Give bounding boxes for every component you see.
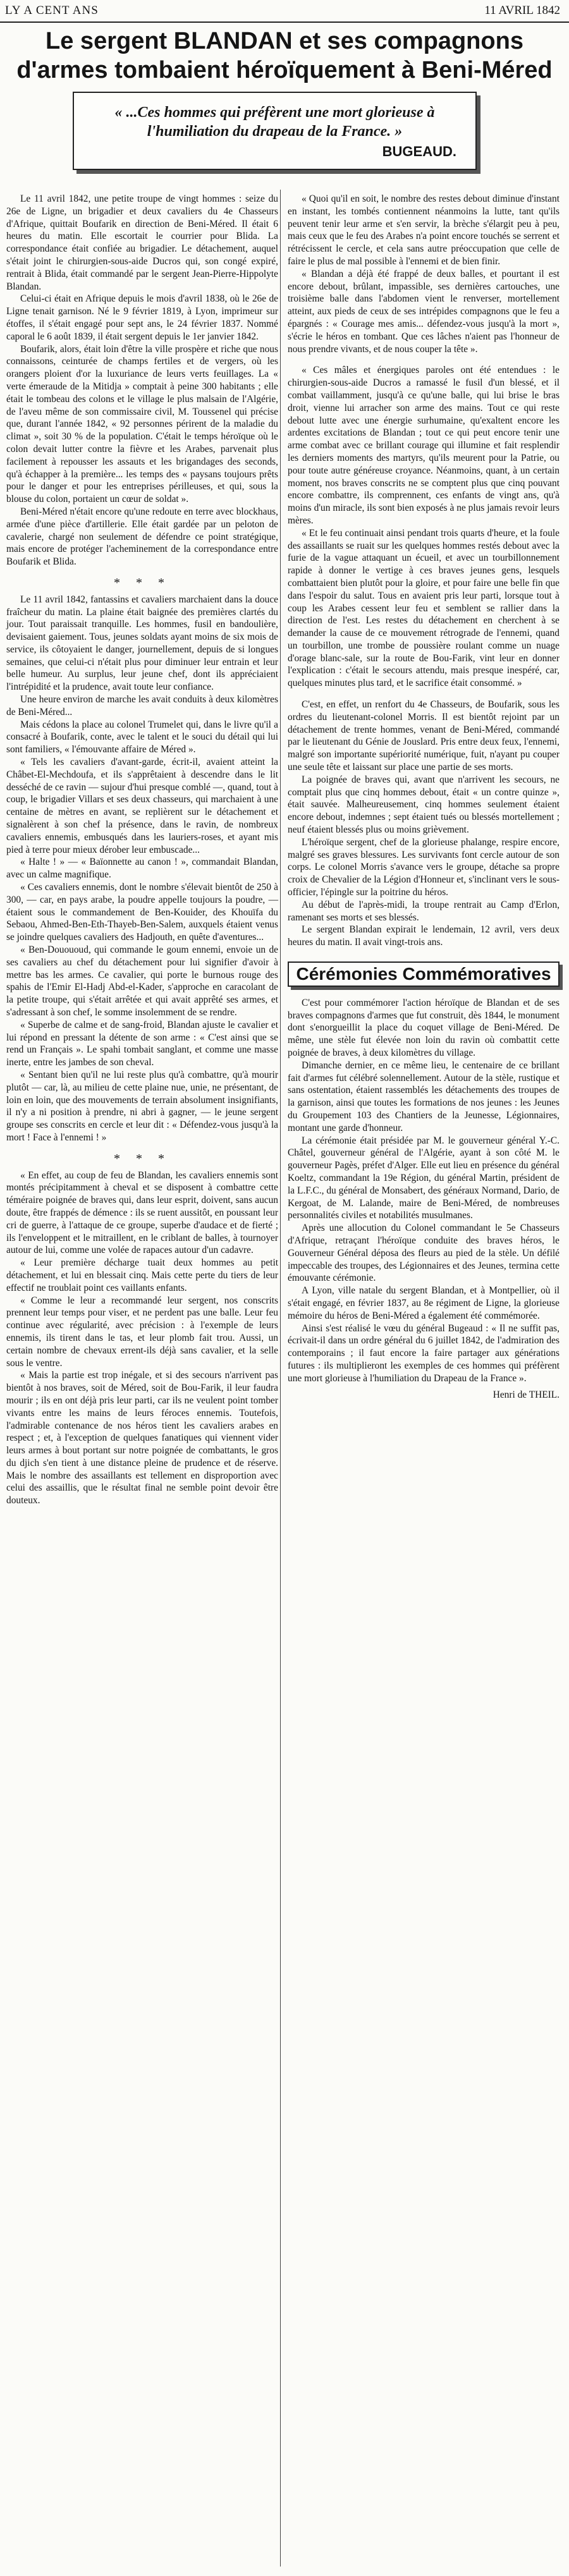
paragraph: « Ces cavaliers ennemis, dont le nombre s'élevait bientôt de 250 à 300, — car, en pays arabe, la poudre appelle toujours la poudre, — étaient sous le commandement de Ben-Kouider, des Khouïfa du Sebaou, Ahmed-Ben-Eth-Thayeb-Ben-Salem, auxquels étaient venus se joindre quelques cavaliers des Hadjouth, en quête d'aventures... bbox=[6, 882, 278, 943]
header-date: 11 AVRIL 1842 bbox=[484, 4, 560, 17]
paragraph: « Sentant bien qu'il ne lui reste plus qu'à combattre, qu'à mourir plutôt — car, là, au milieu de cette plaine nue, unie, ne présentant, de loin en loin, que des mouvements de terrain absolument insignifiants, il n'y a ni position à prendre, ni abri à gagner, — le jeune sergent groupe ses conscrits en cercle et leur dit : « Défendez-vous jusqu'à la mort ! Face à l'ennemi ! » bbox=[6, 1069, 278, 1143]
paragraph: C'est, en effet, un renfort du 4e Chasseurs, de Boufarik, sous les ordres du lieutenant-colonel Morris. Il est bientôt rejoint par un détachement de trente hommes, venant de Beni-Méred, commandé par le lieutenant du Génie de Jouslard. Pris entre deux feux, l'ennemi, malgré son importante supériorité numérique, fuit, n'ayant pu couper une seule tête et laissant sur place une partie de ses morts. bbox=[288, 699, 560, 773]
section-separator: * * * bbox=[114, 1151, 171, 1166]
paragraph: Ainsi s'est réalisé le vœu du général Bugeaud : « Il ne suffit pas, écrivait-il dans un ordre général du 6 juillet 1842, de l'admiration des contemporains ; il faut encore la faire partager aux générations futures : ils multiplieront les exemples de ces hommes qui préfèrent une mort glorieuse à l'humiliation du Drapeau de la France ». bbox=[288, 1322, 560, 1384]
section-heading: Cérémonies Commémoratives bbox=[288, 961, 560, 987]
epigraph-author: BUGEAUD. bbox=[382, 143, 456, 159]
article-author: Henri de THEIL. bbox=[493, 1389, 560, 1400]
page-header bbox=[0, 0, 569, 23]
paragraph: « Blandan a déjà été frappé de deux balles, et pourtant il est encore debout, brûlant, impassible, ses dernières cartouches, une troisième balle dans l'abdomen vient le renverser, mortellement atteint, aux pieds de ceux de ses intrépides compagnons que le feu a épargnés : « Courage mes amis... défendez-vous jusqu'à la mort », s'écrie le héros en tombant. Que ces lâches n'aient pas l'honneur de nous prendre vivants, et de nous couper la tête ». bbox=[288, 268, 560, 355]
right-column bbox=[288, 193, 560, 1401]
column-divider bbox=[280, 190, 281, 2567]
epigraph-box bbox=[73, 92, 477, 170]
paragraph: « Comme le leur a recommandé leur sergent, nos conscrits prennent leur temps pour viser, et ne perdent pas une balle. Leur feu continue avec régularité, avec précision : à l'exemple de leurs ennemis, ils tirent dans le tas, et leur plomb fait trou. Aussi, un certain nombre de chevaux errent-ils déjà sans cavalier, et la selle sous le ventre. bbox=[6, 1295, 278, 1369]
paragraph: Après une allocution du Colonel commandant le 5e Chasseurs d'Afrique, retraçant l'héroïque conduite des braves héros, le Gouverneur Général déposa des fleurs au pied de la stèle. Un défilé impeccable des troupes, des Légionnaires et des Jeunes, termina cette émouvante cérémonie. bbox=[288, 1223, 560, 1284]
paragraph: Mais cédons la place au colonel Trumelet qui, dans le livre qu'il a consacré à Boufarik, conte, avec le talent et le souci du détail qui lui sont familiers, « l'émouvante affaire de Méred ». bbox=[6, 719, 278, 755]
paragraph: La poignée de braves qui, avant que n'arrivent les secours, ne comptait plus que cinq hommes debout, était « un contre quinze », était sauvée. Malheureusement, cinq hommes seulement étaient encore debout, indemnes ; sept étaient tués ou blessés mortellement ; neuf étaient blessés plus ou moins grièvement. bbox=[288, 774, 560, 836]
paragraph: Dimanche dernier, en ce même lieu, le centenaire de ce brillant fait d'armes fut célébré solennellement. Autour de la stèle, rustique et sans ostentation, étaient rassemblés les détachements des troupes de la garnison, ainsi que toutes les formations de nos jeunes : les Jeunes du Groupement 103 des Chantiers de la Jeunesse, Légionnaires, montant une garde d'honneur. bbox=[288, 1059, 560, 1133]
paragraph: Le sergent Blandan expirait le lendemain, 12 avril, vers deux heures du matin. Il avait vingt-trois ans. bbox=[288, 924, 560, 948]
paragraph: A Lyon, ville natale du sergent Blandan, et à Montpellier, où il s'était engagé, en février 1837, au 8e régiment de Ligne, la glorieuse mémoire du héros de Beni-Méred a également été commémorée. bbox=[288, 1285, 560, 1321]
header-left: LY A CENT ANS bbox=[5, 4, 99, 17]
paragraph: « Quoi qu'il en soit, le nombre des restes debout diminue d'instant en instant, les tombés contiennent néanmoins la lutte, tant qu'ils peuvent tenir leur arme et s'en servir, la brèche s'élargit peu à peu, mais ceux que le feu des Arabes n'a point encore touchés se serrent et rétrécissent le cercle, et cela sans autre préoccupation que celle de faire le plus de mal possible à l'ennemi et de bien finir. bbox=[288, 193, 560, 267]
epigraph-quote: « ...Ces hommes qui préfèrent une mort glorieuse à l'humiliation du drapeau de la France. » bbox=[114, 104, 435, 140]
paragraph: Le 11 avril 1842, une petite troupe de vingt hommes : seize du 26e de Ligne, un brigadier et deux cavaliers du 4e Chasseurs d'Afrique, quittait Boufarik en direction de Beni-Méred. Il était 6 heures du matin. Elle escortait le courrier pour Blida. La correspondance était confiée au brigadier. Le détachement, auquel s'était joint le chirurgien-sous-aide Ducros qui, son congé expiré, rentrait à Blida, était commandé par le sergent Jean-Pierre-Hippolyte Blandan. bbox=[6, 193, 278, 292]
paragraph: « Ben-Douououd, qui commande le goum ennemi, envoie un de ses cavaliers au chef du détachement pour lui signifier d'avoir à mettre bas les armes. Ce cavalier, qui porte le burnous rouge des spahis de l'Emir El-Hadj Abd-el-Kader, s'approche en caracolant de la petite troupe, qui s'était arrêtée et qui avait apprêté ses armes, et s'adressant à son chef, le somme insolemment de se rendre. bbox=[6, 944, 278, 1018]
paragraph: C'est pour commémorer l'action héroïque de Blandan et de ses braves compagnons d'armes que fut construit, dès 1844, le monument dont s'enorgueillit la place du coquet village de Beni-Méred. De même, une stèle fut élevée non loin du ravin où combattit cette poignée de braves, à deux kilomètres du village. bbox=[288, 997, 560, 1058]
article-headline: Le sergent BLANDAN et ses compagnons d'armes tombaient héroïquement à Beni-Méred bbox=[16, 28, 553, 83]
paragraph: La cérémonie était présidée par M. le gouverneur général Y.-C. Châtel, gouverneur général de l'Algérie, ayant à son côté M. le gouverneur Pagès, préfet d'Alger. Elle eut lieu en présence du général Koeltz, commandant la 19e Région, du général Martin, président de la L.F.C., du général de Monsabert, des généraux Normand, Dario, de Kergoat, de M. Lalande, maire de Beni-Méred, de nombreuses personnalités civiles et notabilités musulmanes. bbox=[288, 1135, 560, 1221]
paragraph: « Tels les cavaliers d'avant-garde, écrit-il, avaient atteint la Châbet-El-Mechdoufa, et ils s'apprêtaient à descendre dans le lit desséché de ce ravin — sujour d'hui presque comblé —, quand, tout à coup, le brigadier Villars et ses deux chasseurs, qui marchaient à une centaine de mètres en avant, se replièrent sur le détachement et signalèrent à son chef la présence, dans le ravin, de nombreux cavaliers ennemis, embusqués dans les lauriers-roses, et ayant mis pied à terre pour mieux dérober leur embuscade... bbox=[6, 757, 278, 855]
paragraph: « Halte ! » — « Baïonnette au canon ! », commandait Blandan, avec un calme magnifique. bbox=[6, 857, 278, 881]
paragraph: Au début de l'après-midi, la troupe rentrait au Camp d'Erlon, ramenant ses morts et ses blessés. bbox=[288, 899, 560, 923]
paragraph: « En effet, au coup de feu de Blandan, les cavaliers ennemis sont montés précipitamment à cheval et se disposent à combattre cette téméraire poignée de braves qui, dans leur esprit, doivent, sans aucun doute, être frappés de démence : ils se ruent aussitôt, en poussant leur cri de guerre, à l'attaque de ce groupe, superbe d'audace et de fierté ; ils l'enveloppent et le mitraillent, en le criblant de balles, à tournoyer autour de lui, comme une volée de rapaces autour d'un cadavre. bbox=[6, 1169, 278, 1256]
section-separator: * * * bbox=[114, 575, 171, 590]
paragraph: « Leur première décharge tuait deux hommes au petit détachement, et lui en blessait cinq. Mais cette perte du tiers de leur effectif ne troublait point ces vaillants enfants. bbox=[6, 1257, 278, 1293]
paragraph: « Mais la partie est trop inégale, et si des secours n'arrivent pas bientôt à nos braves, soit de Méred, soit de Bou-Farik, il leur faudra mourir ; ils en ont déjà pris leur parti, car ils ne veulent point tomber vivants entre les mains de leurs féroces ennemis. Toutefois, l'admirable contenance de nos héros tient les cavaliers arabes en respect ; et, à l'exception de quelques fanatiques qui viennent vider leurs armes à bout portant sur notre poignée de combattants, le gros du djich s'en tient à une distance pleine de prudence et de réserve. Mais le nombre des assaillants est tellement en disproportion avec celui des assaillis, que le résultat final ne semble point devoir être douteux. bbox=[6, 1370, 278, 1506]
paragraph: Boufarik, alors, était loin d'être la ville prospère et riche que nous connaissons, ceinturée de champs fertiles et de vergers, où les orangers ploient d'or la luxuriance de leurs verts feuillages. La « verte émeraude de la Mitidja » comptait à peine 300 habitants ; elle était le tombeau des colons et le village le plus malsain de l'Algérie, de l'aveu même de son commissaire civil, M. Toussenel qui précise que, durant l'année 1842, « 92 personnes périrent de la maladie du climat », soit 30 % de la population. C'était le temps héroïque où le colon devait lutter contre la fièvre et les Arabes, parvenait plus facilement à repousser les assauts et les brigandages des seconds, qu'à échapper à la première... les temps des « paysans toujours prêts pour le danger et pour les entreprises périlleuses, et qui, sous la blouse du colon, portaient un cœur de soldat ». bbox=[6, 343, 278, 505]
paragraph: « Superbe de calme et de sang-froid, Blandan ajuste le cavalier et lui répond en pressant la détente de son arme : « C'est ainsi que se rend un Français ». Le spahi tombait sanglant, et comme une masse inerte, entre les jambes de son cheval. bbox=[6, 1019, 278, 1068]
paragraph: Beni-Méred n'était encore qu'une redoute en terre avec blockhaus, armée d'une pièce d'artillerie. Elle était gardée par un peloton de cavalerie, chargé non seulement de défendre ce point stratégique, mais encore de protéger l'acheminement de la correspondance entre Boufarik et Blida. bbox=[6, 506, 278, 568]
paragraph: « Et le feu continuait ainsi pendant trois quarts d'heure, et la foule des assaillants se ruait sur les quelques hommes restés debout avec la furie de la vague attaquant un écueil, et avec un tourbillonnement rapide à donner le vertige à ces braves jeunes gens, lesquels combattaient bien plutôt pour la gloire, et pour faire une belle fin que dans l'espoir du salut. Tous en avaient pris leur parti, lorsque tout à coup les Arabes cessent leur feu et semblent se rallier dans la direction de l'est. Les restes du détachement en cherchent à se demander la cause de ce mouvement rétrograde de l'ennemi, quand un tourbillon, une trombe de poussière roulant comme un nuage d'orage blanc-sale, sur la route de Bou-Farik, vint leur en donner l'explication : c'était le secours attendu, mais presque inespéré, car, quelques minutes plus tard, et le sacrifice était consommé. » bbox=[288, 527, 560, 689]
paragraph: L'héroïque sergent, chef de la glorieuse phalange, respire encore, malgré ses graves blessures. Les survivants font cercle autour de son corps. Le colonel Morris s'avance vers le groupe, détache sa propre croix de Chevalier de la Légion d'Honneur et, s'inclinant vers le sous-officier, l'épingle sur la poitrine du héros. bbox=[288, 836, 560, 898]
paragraph: Le 11 avril 1842, fantassins et cavaliers marchaient dans la douce fraîcheur du matin. La plaine était baignée des premières clartés du jour. Tout paraissait tranquille. Les hommes, fusil en bandoulière, devisaient gaiement. Tous, jeunes soldats ayant moins de six mois de service, ils côtoyaient le danger, journellement, depuis de si longues semaines, que celui-ci n'était plus pour diminuer leur entrain et leur belle humeur. Au surplus, leur jeune chef, dont ils appréciaient l'intrépidité et la prudence, avait toute leur confiance. bbox=[6, 594, 278, 693]
paragraph: Une heure environ de marche les avait conduits à deux kilomètres de Beni-Méred... bbox=[6, 694, 278, 717]
paragraph: Celui-ci était en Afrique depuis le mois d'avril 1838, où le 26e de Ligne tenait garnison. Né le 9 février 1819, à Lyon, imprimeur sur étoffes, il s'était engagé pour sept ans, le 24 février 1837. Nommé caporal le 6 août 1839, il était sergent depuis le 1er janvier 1842. bbox=[6, 293, 278, 342]
left-column bbox=[6, 193, 278, 1507]
paragraph: « Ces mâles et énergiques paroles ont été entendues : le chirurgien-sous-aide Ducros a ramassé le fusil d'un blessé, et il combat vaillamment, jusqu'à ce qu'une balle, qui lui brise le bras droit, vienne lui arracher son arme des mains. Tout ce qui reste debout lutte avec une énergie surhumaine, qu'exaltent encore les ardentes excitations de Blandan ; tout ce qui peut encore tenir une arme combat avec ce brillant courage qui illumine et fait resplendir les derniers moments des martyrs, qu'ils meurent pour la Patrie, ou pour toute autre généreuse croyance. Néanmoins, quant, à un certain moment, nos braves conscrits ne se comptent plus que cinq pouvant encore combattre, ils comprennent, ces enfants de vingt ans, qu'à moins d'un miracle, ils sont bien exposés à ne plus jamais revoir leurs mères. bbox=[288, 365, 560, 526]
